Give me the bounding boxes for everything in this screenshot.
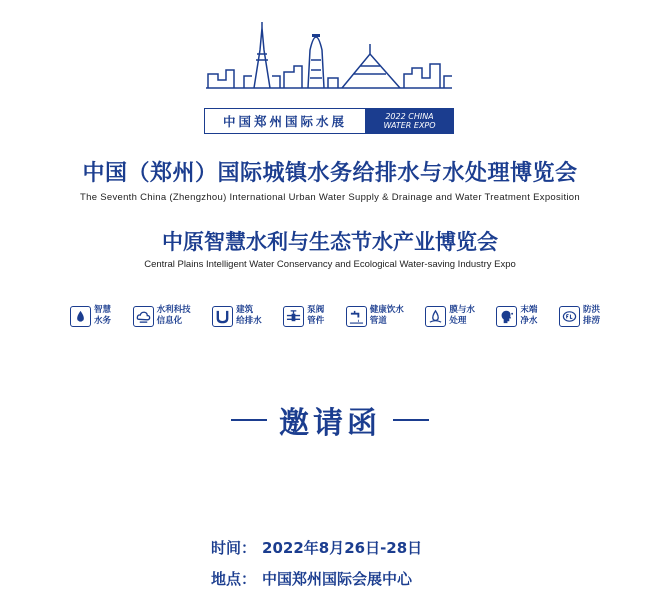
category-flood-control [559,299,600,333]
logo-banner [204,108,454,134]
place-value: 中国郑州国际会展中心 [262,570,413,588]
logo-en-line2: WATER EXPO [383,121,436,130]
category-label: 末端 净水 [520,305,538,326]
category-label: 智慧 水务 [94,305,112,326]
logo-en-line1: 2022 CHINA [385,112,434,121]
drinking-head-icon [496,306,517,327]
category-label: 泵阀 管件 [307,305,325,326]
pipe-u-icon [212,306,233,327]
main-title-cn: 中国（郑州）国际城镇水务给排水与水处理博览会 [82,161,578,186]
category-terminal-purification [496,299,537,333]
category-icons-row [70,299,600,333]
sub-title-en: Central Plains Intelligent Water Conservancy and Ecological Water-saving Industry Expo [144,259,516,270]
category-label: 防洪 排涝 [582,305,600,326]
category-label: 健康饮水 管道 [369,305,404,326]
place-label: 地点： [211,570,257,588]
logo-cn-text: 中国郑州国际水展 [204,108,365,134]
invitation-title: 邀请函 [279,406,381,441]
event-time [211,537,428,558]
event-place [211,568,418,589]
expo-logo [204,20,454,130]
main-title-en: The Seventh China (Zhengzhou) International Urban Water Supply & Drainage and Water Treatment Exposition [80,192,580,203]
sub-title-cn: 中原智慧水利与生态节水产业博览会 [162,230,498,254]
category-building-drainage [212,299,262,333]
valve-icon [283,306,304,327]
time-value: 2022年8月26日-28日 [262,539,423,557]
category-label: 水利科技 信息化 [156,305,191,326]
city-skyline-icon [204,20,454,92]
logo-en-text [365,108,454,134]
category-water-tech [133,299,191,333]
category-smart-water [70,299,111,333]
cloud-water-icon [133,306,154,327]
category-membrane-treatment [425,299,475,333]
category-label: 建筑 给排水 [236,305,262,326]
tap-icon [346,306,367,327]
time-label: 时间： [211,539,257,557]
flood-control-icon [559,306,580,327]
category-healthy-drinking [346,299,404,333]
membrane-drop-icon [425,306,446,327]
heading-rule-right [393,419,429,421]
category-label: 膜与水 处理 [449,305,475,326]
category-pump-valve [283,299,324,333]
heading-rule-left [231,419,267,421]
invitation-heading [0,398,660,442]
smart-water-icon [70,306,91,327]
